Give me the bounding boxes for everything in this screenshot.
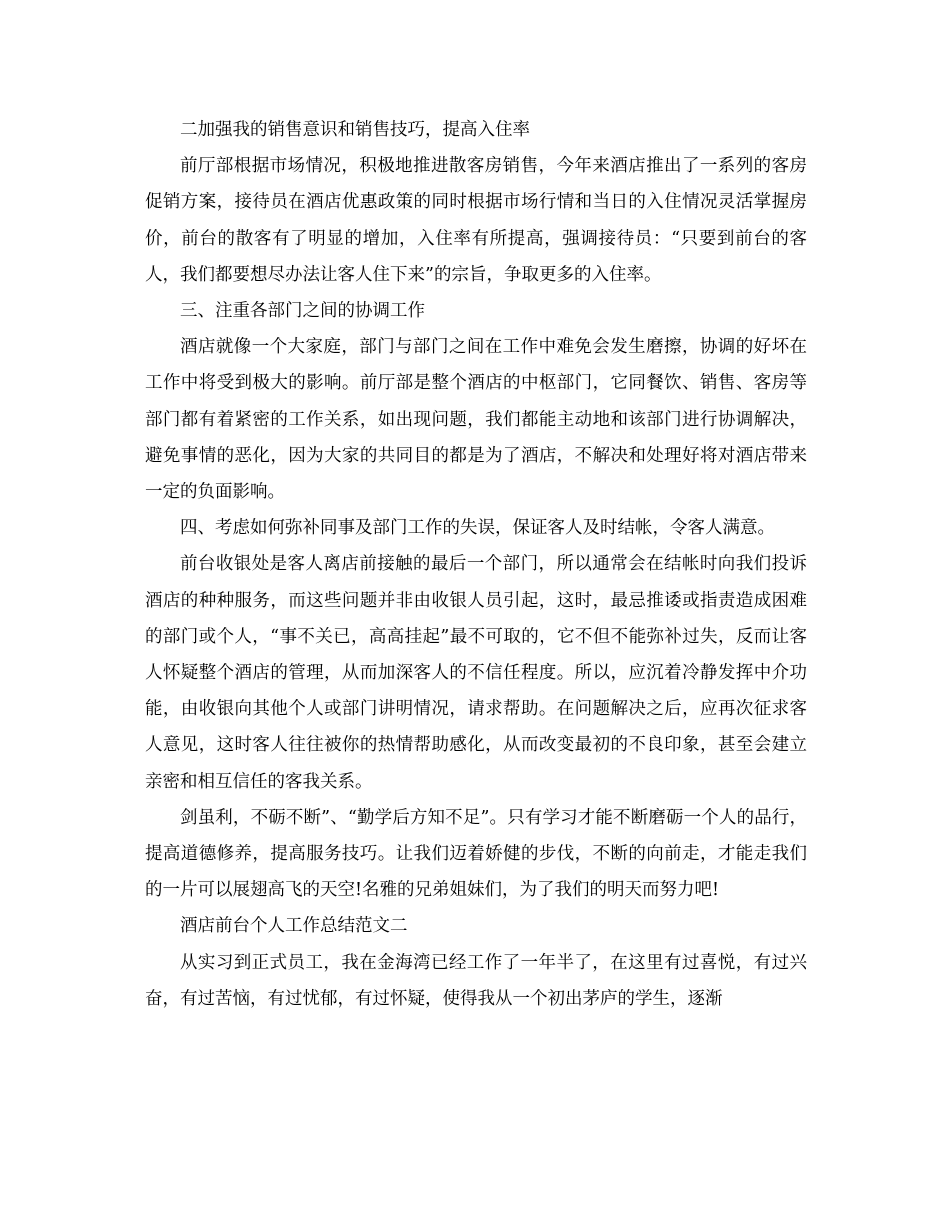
paragraph-cashier-desk: 前台收银处是客人离店前接触的最后一个部门，所以通常会在结帐时向我们投诉酒店的种种服务，而这些问题并非由收银人员引起，这时，最忌推诿或指责造成困难的部门或个人，“事不关已，高高挂起”最不可取的，它不但不能弥补过失，反而让客人怀疑整个酒店的管理，从而加深客人的不信任程度。所以，应沉着冷静发挥中介功能，由收银向其他个人或部门讲明情况，请求帮助。在问题解决之后，应再次征求客人意见，这时客人往往被你的热情帮助感化，从而改变最初的不良印象，甚至会建立亲密和相互信任的客我关系。 (145, 554, 807, 792)
paragraph-internship: 从实习到正式员工，我在金海湾已经工作了一年半了，在这里有过喜悦，有过兴奋，有过苦恼，有过忧郁，有过怀疑，使得我从一个初出茅庐的学生，逐渐 (145, 952, 807, 1009)
paragraph-hotel-family: 酒店就像一个大家庭，部门与部门之间在工作中难免会发生磨擦，协调的好坏在工作中将受到极大的影响。前厅部是整个酒店的中枢部门，它同餐饮、销售、客房等部门都有着紧密的工作关系，如出现问题，我们都能主动地和该部门进行协调解决，避免事情的恶化，因为大家的共同目的都是为了酒店，不解决和处理好将对酒店带来一定的负面影响。 (145, 337, 807, 503)
paragraph-learning: 剑虽利，不砺不断”、“勤学后方知不足”。只有学习才能不断磨砺一个人的品行，提高道德修养，提高服务技巧。让我们迈着娇健的步伐，不断的向前走，才能走我们的一片可以展翅高飞的天空!名雅的兄弟姐妹们，为了我们的明天而努力吧! (145, 807, 807, 901)
heading-sample-two: 酒店前台个人工作总结范文二 (180, 916, 408, 937)
heading-remedy-mistakes: 四、考虑如何弥补同事及部门工作的失误，保证客人及时结帐，令客人满意。 (180, 518, 775, 539)
heading-department-coordination: 三、注重各部门之间的协调工作 (180, 301, 425, 322)
paragraph-front-office-sales: 前厅部根据市场情况，积极地推进散客房销售，今年来酒店推出了一系列的客房促销方案，接待员在酒店优惠政策的同时根据市场行情和当日的入住情况灵活掌握房价，前台的散客有了明显的增加，入住率有所提高，强调接待员：“只要到前台的客人，我们都要想尽办法让客人住下来”的宗旨，争取更多的入住率。 (145, 156, 807, 285)
document-page (145, 112, 807, 1017)
heading-sales-skills: 二加强我的销售意识和销售技巧，提高入住率 (180, 120, 530, 140)
